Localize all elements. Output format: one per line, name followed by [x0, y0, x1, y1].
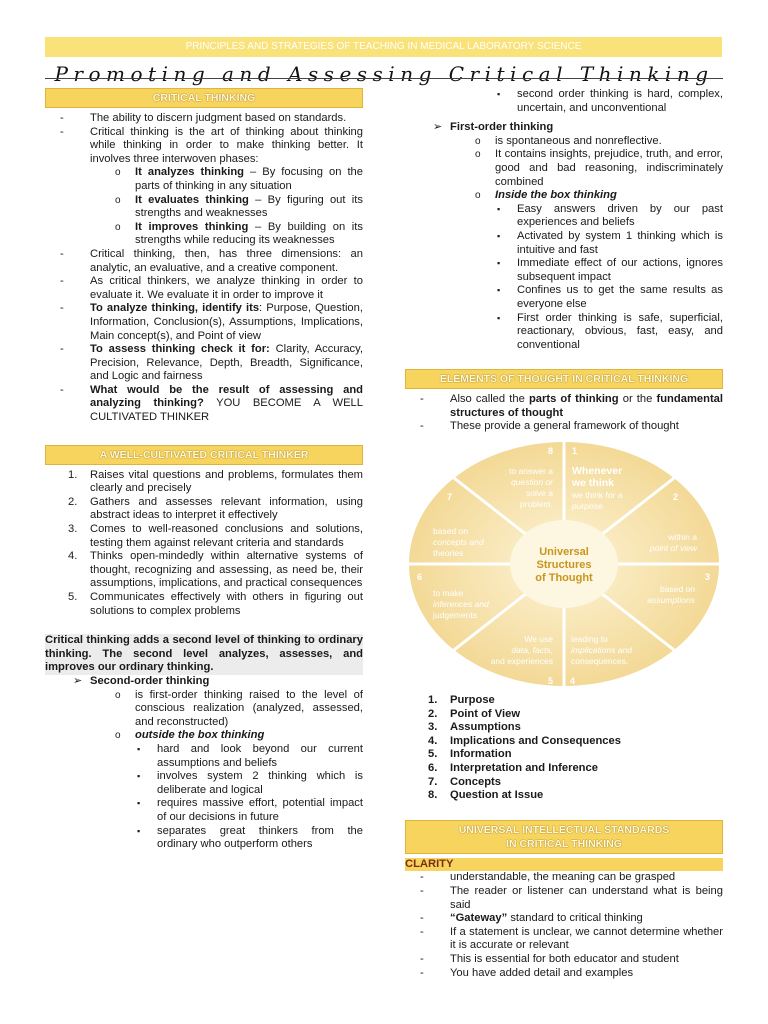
standards-heading: UNIVERSAL INTELLECTUAL STANDARDS IN CRITICAL THINKING [405, 820, 723, 854]
list-item: - This is essential for both educator and student [405, 953, 723, 967]
center-line-1: Universal [539, 546, 589, 559]
phase-item: o It analyzes thinking – By focusing on the parts of thinking in any situation [45, 166, 363, 193]
list-item: - understandable, the meaning can be grasped [405, 871, 723, 885]
center-line-2: Structures [536, 559, 592, 572]
segment-number: 3 [705, 572, 711, 583]
list-item: - As critical thinkers, we analyze thinking in order to evaluate it. We evaluate it in order to improve it [45, 275, 363, 302]
segment-number: 7 [447, 492, 453, 503]
list-item: - These provide a general framework of thought [405, 420, 723, 434]
list-item: ▪ First order thinking is safe, superficial, reactionary, obvious, fast, easy, and conventional [405, 312, 723, 353]
list-item: - Critical thinking, then, has three dimensions: an analytic, an evaluative, and a creative component. [45, 248, 363, 275]
right-column [405, 88, 723, 980]
list-item: - Critical thinking is the art of thinking about thinking while thinking in order to make thinking better. It involves three interwoven phases: [45, 126, 363, 167]
svg-text:to answer a: to answer a [509, 466, 553, 477]
cultivated-list [45, 469, 363, 619]
course-banner: PRINCIPLES AND STRATEGIES OF TEACHING IN MEDICAL LABORATORY SCIENCE [45, 37, 722, 57]
svg-text:inferences and: inferences and [433, 599, 489, 610]
elements-of-thought-wheel [405, 440, 723, 690]
svg-text:to make: to make [433, 588, 464, 599]
list-item: ▪ Immediate effect of our actions, ignores subsequent impact [405, 257, 723, 284]
segment-number: 1 [572, 446, 578, 457]
clarity-label: CLARITY [405, 858, 723, 872]
elements-heading: ELEMENTS OF THOUGHT IN CRITICAL THINKING [405, 369, 723, 389]
list-item: 5. Communicates effectively with others in figuring out solutions to complex problems [45, 591, 363, 618]
svg-text:consequences.: consequences. [571, 656, 629, 667]
first-order-desc: o is spontaneous and nonreflective. [405, 135, 723, 149]
list-item: - “Gateway” standard to critical thinking [405, 912, 723, 926]
page-title: Promoting and Assessing Critical Thinking [40, 59, 728, 89]
list-item: ▪ Easy answers driven by our past experiences and beliefs [405, 203, 723, 230]
segment-number: 5 [548, 676, 554, 687]
svg-text:concepts and: concepts and [433, 537, 484, 548]
svg-text:we think for a: we think for a [572, 490, 623, 501]
elements-list [405, 694, 723, 803]
outside-box-list-cont [405, 88, 723, 115]
svg-text:theories: theories [433, 548, 464, 559]
svg-text:We use: We use [524, 634, 553, 645]
list-item: 1. Raises vital questions and problems, formulates them clearly and precisely [45, 469, 363, 496]
list-item: 2. Gathers and assesses relevant information, using abstract ideas to interpret it effectively [45, 496, 363, 523]
second-level-statement: Critical thinking adds a second level of thinking to ordinary thinking. The second level analyzes, assesses, and improves our ordinary thinking. [45, 634, 363, 674]
svg-text:we think: we think [572, 477, 615, 490]
svg-text:point of view: point of view [649, 543, 697, 554]
list-item: - You have added detail and examples [405, 967, 723, 981]
svg-text:leading to: leading to [571, 634, 608, 645]
left-column [45, 88, 363, 852]
svg-text:purpose: purpose [572, 501, 603, 512]
list-item: ▪ involves system 2 thinking which is deliberate and logical [45, 770, 363, 797]
list-item: - The reader or listener can understand what is being said [405, 885, 723, 912]
list-item: 5. Information [405, 748, 723, 762]
svg-text:Whenever: Whenever [572, 465, 623, 478]
segment-number: 4 [570, 676, 576, 687]
list-item: 6. Interpretation and Inference [405, 762, 723, 776]
svg-text:implications and: implications and [571, 645, 632, 656]
list-item: 3. Comes to well-reasoned conclusions and solutions, testing them against relevant criteria and standards [45, 523, 363, 550]
list-item: - If a statement is unclear, we cannot determine whether it is accurate or relevant [405, 926, 723, 953]
outside-box-list [45, 743, 363, 852]
list-item: - What would be the result of assessing and analyzing thinking? YOU BECOME A WELL CULTIVATED THINKER [45, 384, 363, 425]
list-item: 2. Point of View [405, 708, 723, 722]
inside-box-list [405, 203, 723, 353]
second-order-label: ➢ Second-order thinking [45, 675, 363, 689]
svg-text:assumptions: assumptions [647, 595, 695, 606]
phase-item: o It evaluates thinking – By figuring out its strengths and weaknesses [45, 194, 363, 221]
list-item: - To analyze thinking, identify its: Purpose, Question, Information, Conclusion(s), Assumptions, Implications, Main concept(s), and Point of view [45, 302, 363, 343]
phase-item: o It improves thinking – By building on its strengths while reducing its weaknesses [45, 221, 363, 248]
list-item: ▪ Confines us to get the same results as everyone else [405, 284, 723, 311]
list-item: ▪ second order thinking is hard, complex, uncertain, and unconventional [405, 88, 723, 115]
svg-text:question or: question or [510, 477, 553, 488]
first-order-desc: o It contains insights, prejudice, truth, and error, good and bad reasoning, indiscriminately combined [405, 148, 723, 189]
list-item: 1. Purpose [405, 694, 723, 708]
outside-box-label: o outside the box thinking [45, 729, 363, 743]
list-item: 7. Concepts [405, 776, 723, 790]
segment-number: 6 [417, 572, 423, 583]
list-item: ▪ Activated by system 1 thinking which is intuitive and fast [405, 230, 723, 257]
center-line-3: of Thought [535, 572, 593, 585]
critical-thinking-list [45, 112, 363, 425]
list-item: ▪ requires massive effort, potential impact of our decisions in future [45, 797, 363, 824]
list-item: 4. Thinks open-mindedly within alternative systems of thought, recognizing and assessing, as need be, their assumptions, implications, and practical consequences [45, 550, 363, 591]
list-item: - The ability to discern judgment based on standards. [45, 112, 363, 126]
critical-thinking-heading: CRITICAL THINKING [45, 88, 363, 108]
list-item: 4. Implications and Consequences [405, 735, 723, 749]
svg-text:based on: based on [660, 584, 695, 595]
svg-text:and experiences: and experiences [490, 656, 553, 667]
elements-intro [405, 393, 723, 434]
svg-text:within a: within a [668, 532, 697, 543]
svg-text:based on: based on [433, 526, 468, 537]
svg-text:solve a: solve a [526, 488, 553, 499]
list-item: - To assess thinking check it for: Clarity, Accuracy, Precision, Relevance, Depth, Breadth, Significance, and Logic and fairness [45, 343, 363, 384]
inside-box-label: o Inside the box thinking [405, 189, 723, 203]
cultivated-thinker-heading: A WELL-CULTIVATED CRITICAL THINKER [45, 445, 363, 465]
list-item: ▪ hard and look beyond our current assumptions and beliefs [45, 743, 363, 770]
list-item: - Also called the parts of thinking or the fundamental structures of thought [405, 393, 723, 420]
list-item: 8. Question at Issue [405, 789, 723, 803]
second-order-desc: o is first-order thinking raised to the level of conscious realization (analyzed, assessed, and reconstructed) [45, 689, 363, 730]
wheel-center-label [535, 546, 593, 584]
segment-number: 2 [673, 492, 679, 503]
segment-number: 8 [548, 446, 554, 457]
svg-text:problem.: problem. [519, 499, 553, 510]
svg-text:data, facts,: data, facts, [511, 645, 553, 656]
list-item: 3. Assumptions [405, 721, 723, 735]
svg-text:judgements: judgements [433, 610, 477, 621]
list-item: ▪ separates great thinkers from the ordinary who outperform others [45, 825, 363, 852]
first-order-label: ➢ First-order thinking [405, 121, 723, 135]
clarity-list [405, 871, 723, 980]
